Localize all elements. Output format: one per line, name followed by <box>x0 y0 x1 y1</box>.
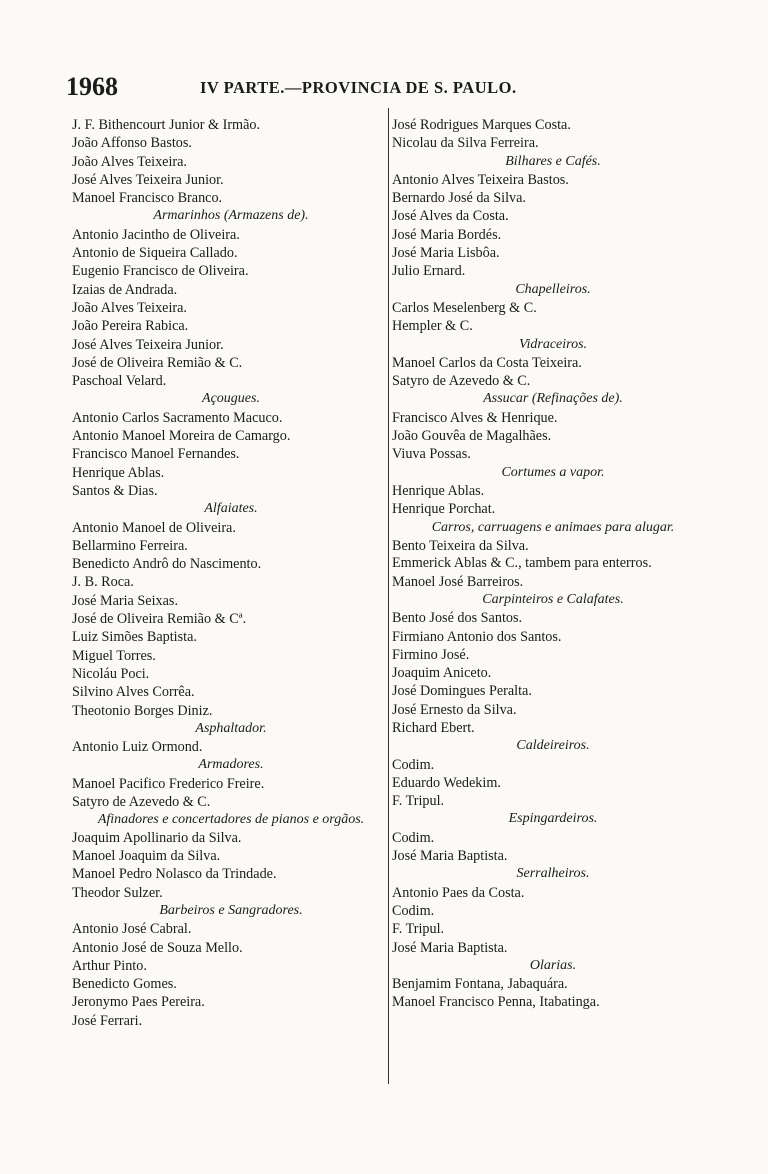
list-item: José Domingues Peralta. <box>392 683 532 700</box>
list-item: Firmiano Antonio dos Santos. <box>392 628 562 645</box>
list-item: Miguel Torres. <box>72 647 156 664</box>
list-item: Codim. <box>392 902 435 919</box>
list-item: Henrique Porchat. <box>392 501 496 518</box>
list-item: Antonio Manoel Moreira de Camargo. <box>72 428 291 445</box>
section-heading-bilhares: Bilhares e Cafés. <box>505 153 601 169</box>
list-item: F. Tripul. <box>392 793 445 810</box>
section-heading-caldeireiros: Caldeireiros. <box>516 738 590 754</box>
list-item: Carlos Meselenberg & C. <box>392 299 537 316</box>
right-column <box>392 116 714 1012</box>
list-item: João Alves Teixeira. <box>72 153 187 170</box>
list-item: Richard Ebert. <box>392 720 475 736</box>
list-item: José Alves Teixeira Junior. <box>72 336 224 353</box>
list-item: Viuva Possas. <box>392 446 471 463</box>
list-item: João Affonso Bastos. <box>72 135 192 152</box>
list-item: Manoel Francisco Penna, Itabatinga. <box>392 994 600 1011</box>
list-item: Julio Ernard. <box>392 263 466 280</box>
list-item: José Maria Baptista. <box>392 939 508 956</box>
section-heading-alfaiates: Alfaiates. <box>204 501 258 517</box>
list-item: José de Oliveira Remião & C. <box>72 354 243 371</box>
section-heading-acougues: Açougues. <box>202 391 260 407</box>
section-heading-carros: Carros, carruagens e animaes para alugar. <box>431 519 675 535</box>
list-item: Paschoal Velard. <box>72 373 167 390</box>
list-item: José Ernesto da Silva. <box>392 701 517 718</box>
list-item: Antonio de Siqueira Callado. <box>72 245 238 262</box>
list-item: Eugenio Francisco de Oliveira. <box>72 263 249 280</box>
section-heading-vidraceiros: Vidraceiros. <box>518 336 588 352</box>
list-item: J. B. Roca. <box>72 574 134 591</box>
list-item: Firmino José. <box>392 646 470 663</box>
section-heading-assucar: Assucar (Refinações de). <box>483 391 623 407</box>
list-item: Benedicto Andrô do Nascimento. <box>72 556 262 573</box>
list-item: João Alves Teixeira. <box>72 299 187 316</box>
list-item: Theotonio Borges Diniz. <box>72 702 213 719</box>
page-header <box>66 72 626 101</box>
section-heading-barbeiros: Barbeiros e Sangradores. <box>159 902 303 918</box>
list-item: Antonio Alves Teixeira Bastos. <box>392 171 569 188</box>
list-item: Izaias de Andrada. <box>72 281 178 298</box>
list-item: Manoel Carlos da Costa Teixeira. <box>392 354 582 371</box>
list-item: Bernardo José da Silva. <box>392 190 526 207</box>
list-item: Jeronymo Paes Pereira. <box>72 994 205 1011</box>
section-heading-afinadores: Afinadores e concertadores de pianos e orgãos. <box>97 812 365 828</box>
section-heading-carpinteiros: Carpinteiros e Calafates. <box>482 591 624 607</box>
list-item: Bellarmino Ferreira. <box>72 537 188 554</box>
list-item: Joaquim Aniceto. <box>392 665 492 682</box>
list-item: Francisco Manoel Fernandes. <box>72 446 240 463</box>
list-item: José Alves da Costa. <box>392 208 509 225</box>
list-item: Eduardo Wedekim. <box>392 774 501 791</box>
section-heading-asphaltador: Asphaltador. <box>195 720 267 736</box>
list-item: João Pereira Rabica. <box>72 318 189 335</box>
list-item: Henrique Ablas. <box>392 482 485 499</box>
list-item: Satyro de Azevedo & C. <box>72 793 211 810</box>
list-item: Antonio Manoel de Oliveira. <box>72 519 236 536</box>
running-head: IV PARTE.—PROVINCIA DE S. PAULO. <box>200 78 517 97</box>
list-item: José Maria Baptista. <box>392 848 508 865</box>
list-item: Antonio Carlos Sacramento Macuco. <box>72 409 283 426</box>
list-item: Joaquim Apollinario da Silva. <box>72 829 242 846</box>
list-item: Codim. <box>392 829 435 846</box>
section-heading-armarinhos: Armarinhos (Armazens de). <box>153 208 309 224</box>
list-item: José Maria Lisbôa. <box>392 245 500 262</box>
list-item: J. F. Bithencourt Junior & Irmão. <box>72 117 261 133</box>
list-item: Francisco Alves & Henrique. <box>392 409 558 426</box>
list-item: Antonio Luiz Ormond. <box>72 739 203 756</box>
list-item: José Rodrigues Marques Costa. <box>392 117 571 133</box>
section-heading-cortumes: Cortumes a vapor. <box>501 464 605 480</box>
list-item: Nicolau da Silva Ferreira. <box>392 135 539 152</box>
list-item: Silvino Alves Corrêa. <box>72 684 195 701</box>
list-item: Satyro de Azevedo & C. <box>392 373 531 390</box>
list-item: José de Oliveira Remião & Cª. <box>72 611 247 628</box>
section-heading-espingardeiros: Espingardeiros. <box>508 811 598 827</box>
list-item: Manoel José Barreiros. <box>392 573 524 590</box>
list-item: Antonio José de Souza Mello. <box>72 939 243 956</box>
list-item: Codim. <box>392 756 435 773</box>
list-item: José Alves Teixeira Junior. <box>72 171 224 188</box>
section-heading-serralheiros: Serralheiros. <box>516 866 590 882</box>
list-item: José Ferrari. <box>72 1012 143 1029</box>
list-item: Bento José dos Santos. <box>392 610 523 627</box>
list-item: Antonio Paes da Costa. <box>392 884 525 901</box>
list-item: Antonio Jacintho de Oliveira. <box>72 226 240 243</box>
list-item: Santos & Dias. <box>72 482 158 499</box>
list-item: Manoel Pedro Nolasco da Trindade. <box>72 866 277 883</box>
section-heading-armadores: Armadores. <box>198 757 264 773</box>
list-item: Benedicto Gomes. <box>72 976 177 993</box>
section-heading-chapelleiros: Chapelleiros. <box>515 281 591 297</box>
list-item: Bento Teixeira da Silva. <box>392 537 529 554</box>
list-item: Arthur Pinto. <box>72 957 147 974</box>
list-item: João Gouvêa de Magalhães. <box>392 428 552 445</box>
list-item: Nicoláu Poci. <box>72 665 150 682</box>
list-item: F. Tripul. <box>392 921 445 938</box>
list-item: Luiz Simões Baptista. <box>72 629 197 646</box>
left-column <box>72 116 390 1030</box>
list-item: Benjamim Fontana, Jabaquára. <box>392 976 568 993</box>
list-item: Manoel Francisco Branco. <box>72 190 223 207</box>
list-item: Hempler & C. <box>392 318 473 335</box>
list-item: José Maria Bordés. <box>392 226 502 243</box>
page-number: 1968 <box>66 72 118 101</box>
list-item: Henrique Ablas. <box>72 464 165 481</box>
list-item: Emmerick Ablas & C., tambem para enterros. <box>392 555 652 572</box>
list-item: José Maria Seixas. <box>72 592 178 609</box>
list-item: Manoel Pacifico Frederico Freire. <box>72 775 265 792</box>
list-item: Manoel Joaquim da Silva. <box>72 848 221 865</box>
list-item: Theodor Sulzer. <box>72 884 163 901</box>
section-heading-olarias: Olarias. <box>529 957 577 973</box>
list-item: Antonio José Cabral. <box>72 921 192 938</box>
